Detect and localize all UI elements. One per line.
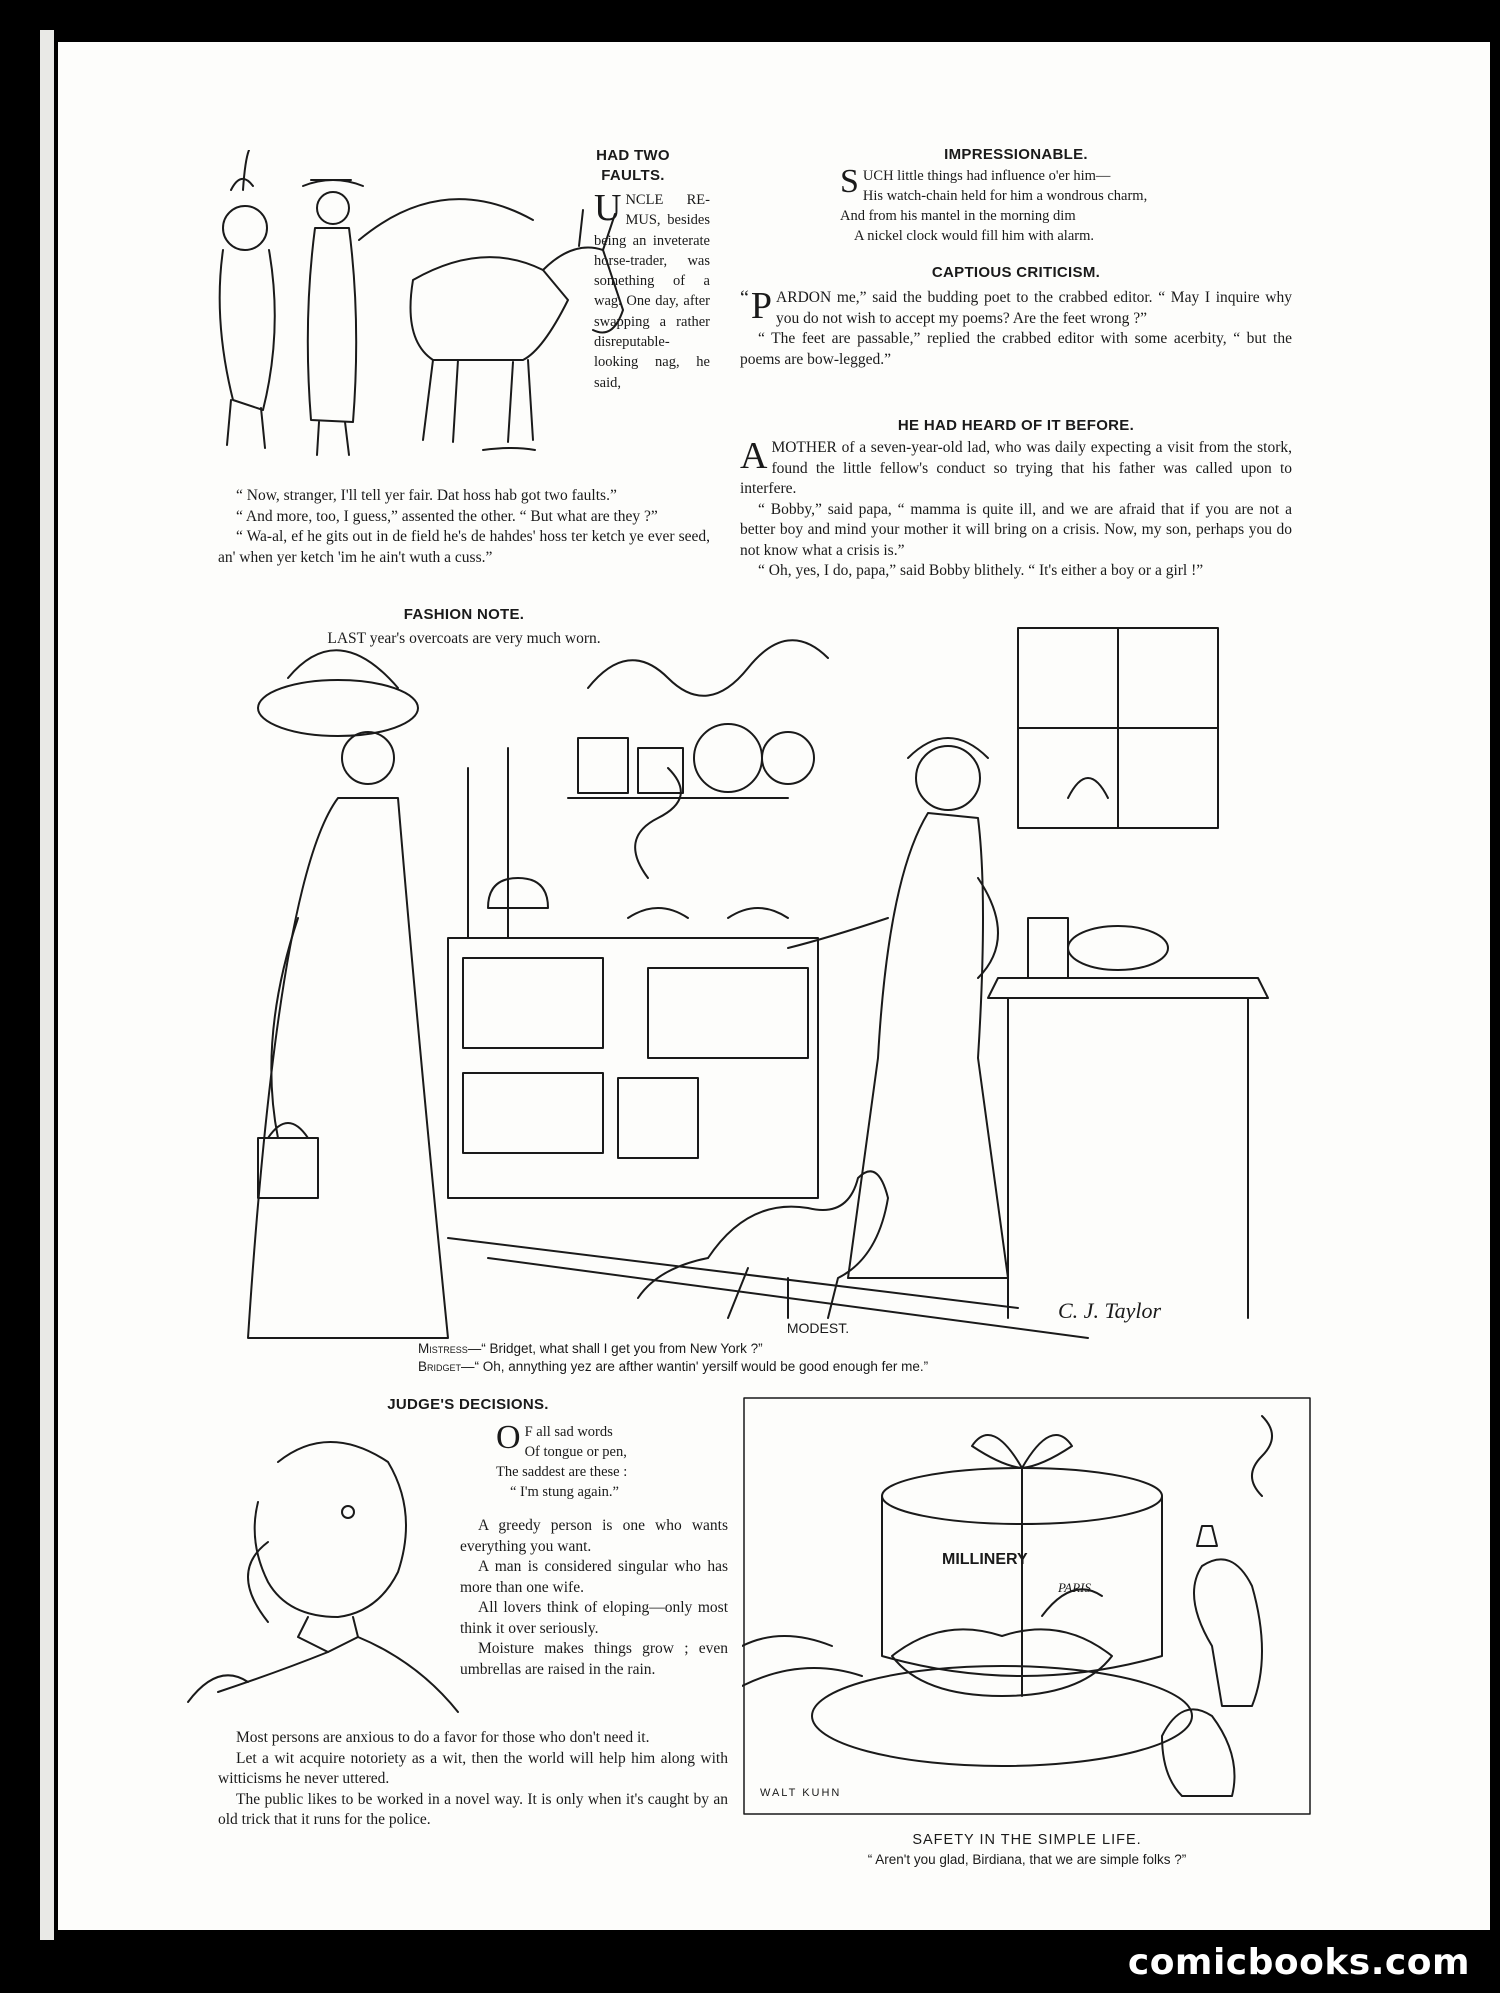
heard-before-p3: “ Oh, yes, I do, papa,” said Bobby blithely. “ It's either a boy or a girl !” [758,562,1204,579]
dialogue-line: “ Now, stranger, I'll tell yer fair. Dat hoss hab got two faults.” [236,487,617,504]
verse-line: F all sad words [524,1424,613,1440]
horse-trader-illustration [183,150,663,470]
impressionable-title: IMPRESSIONABLE. [944,146,1088,163]
judges-verse [496,1419,766,1502]
simple-life-signature: WALT KUHN [760,1787,842,1799]
heard-before-p1: MOTHER of a seven-year-old lad, who was daily expecting a visit from the stork, found the little fellow's conduct so trying that his father was called upon to interfere. [740,439,1292,497]
judges-items [460,1516,728,1680]
drop-cap: A [740,435,768,477]
modest-title: MODEST. [786,1320,850,1336]
watermark: comicbooks.com [1127,1942,1470,1983]
heard-before-body [740,435,1292,582]
speaker-mistress: Mistress [418,1341,468,1356]
fashion-note-text: LAST year's overcoats are very much worn. [327,630,601,647]
magazine-page [58,42,1490,1930]
simple-life-title: SAFETY IN THE SIMPLE LIFE. [912,1832,1142,1848]
dialogue-line: “ And more, too, I guess,” assented the other. “ But what are they ?” [236,507,658,525]
judge-portrait-illustration [158,1422,498,1722]
mistress-line: —“ Bridget, what shall I get you from New York ?” [467,1341,763,1356]
modest-signature: C. J. Taylor [1058,1298,1162,1323]
had-two-faults-opening [594,187,710,393]
book-spine [40,30,54,1940]
verse-line: UCH little things had influence o'er him— [862,168,1111,184]
heard-before-p2: “ Bobby,” said papa, “ mamma is quite ill, and we are afraid that if you are not a better boy and mind your mother it will bring on a crisis. Now, my son, perhaps you do not know what a crisis is.” [740,500,1292,559]
drop-cap: P [750,285,773,327]
verse-line: His watch-chain held for him a wondrous charm, [862,188,1148,204]
judges-wide-items [218,1728,728,1831]
judge-item: Most persons are anxious to do a favor for those who don't need it. [236,1729,650,1746]
judge-item: Moisture makes things grow ; even umbrellas are raised in the rain. [460,1640,728,1678]
kitchen-illustration [188,618,1328,1358]
judge-item: A greedy person is one who wants everything you want. [460,1517,728,1555]
modest-caption [418,1340,1118,1376]
judges-decisions-title: JUDGE'S DECISIONS. [387,1396,549,1413]
verse-line: The saddest are these : [496,1464,628,1480]
judge-item: The public likes to be worked in a novel way. It is only when it's caught by an old trick that it runs for the police. [218,1790,728,1828]
millinery-box-label: MILLINERY [942,1551,1028,1568]
captious-criticism-body [740,285,1292,370]
verse-line: Of tongue or pen, [524,1444,627,1460]
fashion-note-title: FASHION NOTE. [403,606,525,623]
judge-item: All lovers think of eloping—only most think it over seriously. [460,1599,728,1637]
verse-line: A nickel clock would fill him with alarm. [854,228,1095,244]
hatbox-birds-illustration [742,1396,1312,1816]
drop-cap: U [594,187,622,229]
bridget-line: —“ Oh, annything yez are afther wantin' yersilf would be good enough fer me.” [461,1359,929,1374]
simple-life-caption: “ Aren't you glad, Birdiana, that we are simple folks ?” [867,1852,1187,1867]
drop-cap: O [496,1419,521,1456]
paris-tag-label: PARIS [1058,1580,1091,1595]
drop-cap: S [840,163,859,200]
judge-item: Let a wit acquire notoriety as a wit, then the world will help him along with witticisms he never uttered. [218,1749,728,1787]
captious-criticism-title: CAPTIOUS CRITICISM. [931,264,1101,281]
had-two-faults-opening-text: NCLE RE-MUS, besides being an inveterate horse-trader, was something of a wag. One day, after swapping a rather disreputable-looking nag, he said, [594,192,710,391]
verse-line: “ I'm stung again.” [510,1484,619,1500]
impressionable-verse [840,163,1280,246]
open-quote: “ [740,287,749,309]
captious-criticism-p2: “ The feet are passable,” replied the crabbed editor with some acerbity, “ but the poems are bow-legged.” [740,330,1292,368]
had-two-faults-title: HAD TWO FAULTS. [596,147,670,184]
captious-criticism-p1: ARDON me,” said the budding poet to the crabbed editor. “ May I inquire why you do not wish to accept my poems? Are the feet wrong ?” [776,289,1292,327]
judge-item: A man is considered singular who has more than one wife. [460,1558,728,1596]
verse-line: And from his mantel in the morning dim [840,208,1076,224]
speaker-bridget: Bridget [418,1359,462,1374]
had-two-faults-dialogue [218,486,710,568]
heard-before-title: HE HAD HEARD OF IT BEFORE. [897,417,1135,434]
dialogue-line: “ Wa-al, ef he gits out in de field he's de hahdes' hoss ter ketch ye ever seed, an' when yer ketch 'im he ain't wuth a cuss.” [218,528,710,566]
